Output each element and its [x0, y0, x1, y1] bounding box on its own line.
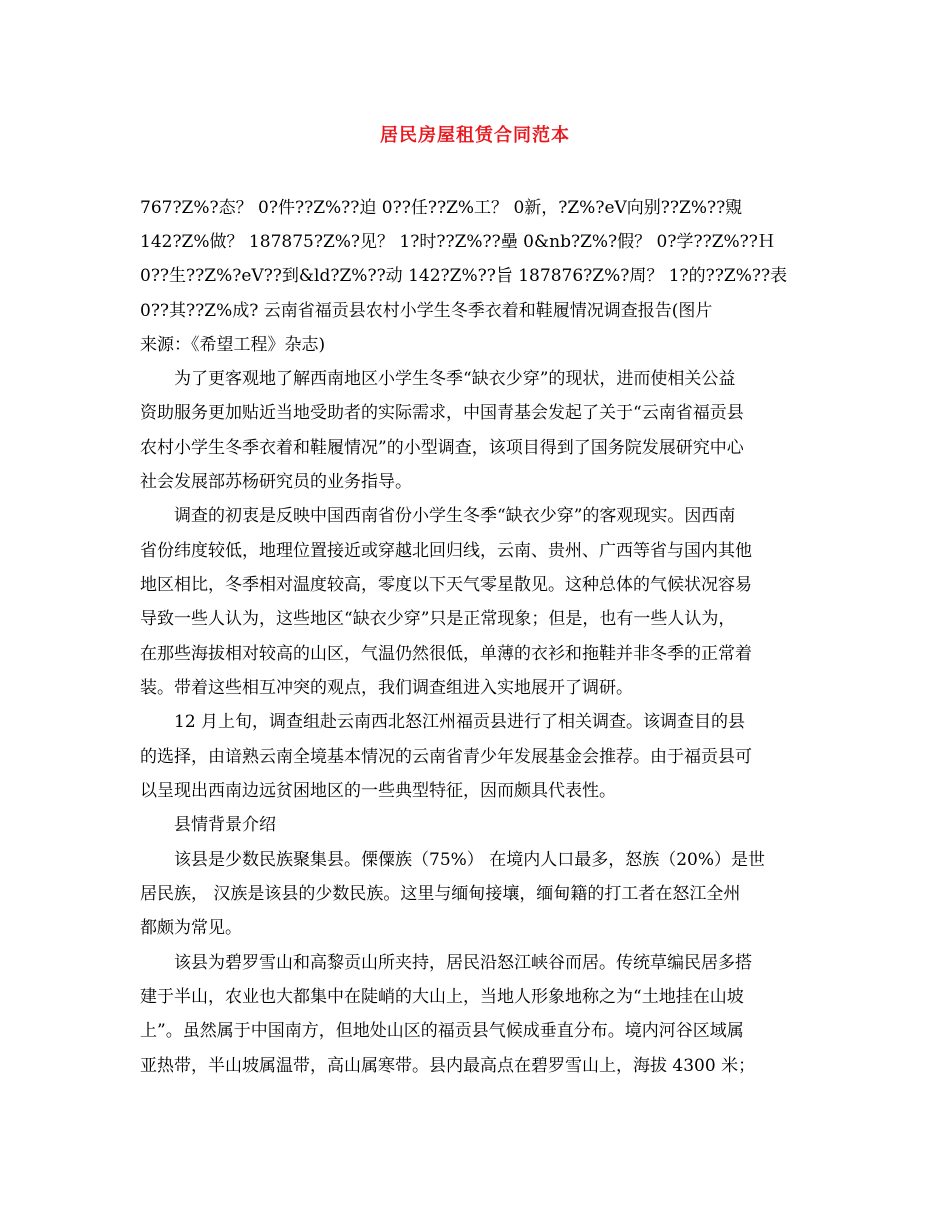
text-line: 以呈现出西南边远贫困地区的一些典型特征，因而颇具代表性。 — [140, 781, 616, 801]
text-line: 装。带着这些相互冲突的观点，我们调查组进入实地展开了调研。 — [140, 678, 633, 698]
text-line: 都颇为常见。 — [140, 918, 242, 938]
text-line: 农村小学生冬季衣着和鞋履情况”的小型调查，该项目得到了国务院发展研究中心 — [140, 438, 744, 458]
text-line: 地区相比，冬季相对温度较高，零度以下天气零星散见。这种总体的气候状况容易 — [140, 575, 752, 595]
paragraph-start-line: 调查的初衷是反映中国西南省份小学生冬季“缺衣少穿”的客观现实。因西南 — [174, 506, 736, 526]
text-line: 建于半山，农业也大都集中在陡峭的大山上，当地人形象地称之为“土地挂在山坡 — [140, 987, 744, 1007]
text-line: 0??生??Z%?eV??到&ld?Z%??动 142?Z%??旨 187876?Z%?周？ 1?的??Z%??表 — [140, 266, 788, 286]
document-title: 居民房屋租赁合同范本 — [380, 125, 570, 146]
paragraph-start-line: 12 月上旬，调查组赴云南西北怒江州福贡县进行了相关调查。该调查目的县 — [174, 712, 746, 732]
text-line: 0??其??Z%成? 云南省福贡县农村小学生冬季衣着和鞋履情况调查报告(图片 — [140, 301, 713, 321]
section-heading: 县情背景介绍 — [174, 815, 276, 835]
paragraph-start-line: 该县为碧罗雪山和高黎贡山所夹持，居民沿怒江峡谷而居。传统草编民居多搭 — [174, 953, 752, 973]
paragraph-start-line: 为了更客观地了解西南地区小学生冬季“缺衣少穿”的现状，进而使相关公益 — [174, 369, 736, 389]
text-line: 亚热带，半山坡属温带，高山属寒带。县内最高点在碧罗雪山上，海拔 4300 米； — [140, 1056, 756, 1076]
text-line: 767?Z%?态？ 0?件??Z%??迫 0??任??Z%工？ 0新，?Z%?eV向别??Z%??覭 — [140, 198, 743, 218]
text-line: 在那些海拔相对较高的山区，气温仍然很低，单薄的衣衫和拖鞋并非冬季的正常着 — [140, 644, 752, 664]
text-line: 导致一些人认为，这些地区“缺衣少穿”只是正常现象；但是，也有一些人认为， — [140, 609, 736, 629]
paragraph-start-line: 该县是少数民族聚集县。傈僳族（75%） 在境内人口最多，怒族（20%）是世 — [174, 850, 765, 870]
text-line: 社会发展部苏杨研究员的业务指导。 — [140, 472, 412, 492]
text-line: 142?Z%做？ 187875?Z%?见？ 1?时??Z%??壘 0&nb?Z%?假？ 0?学??Z%??Ｈ — [140, 232, 775, 252]
text-line: 居民族， 汉族是该县的少数民族。这里与缅甸接壤，缅甸籍的打工者在怒江全州 — [140, 884, 741, 904]
text-line: 上”。虽然属于中国南方，但地处山区的福贡县气候成垂直分布。境内河谷区域属 — [140, 1021, 744, 1041]
text-line: 省份纬度较低，地理位置接近或穿越北回归线，云南、贵州、广西等省与国内其他 — [140, 541, 752, 561]
text-line: 资助服务更加贴近当地受助者的实际需求，中国青基会发起了关于“云南省福贡县 — [140, 403, 744, 423]
text-line: 来源：《希望工程》杂志) — [140, 335, 326, 355]
text-line: 的选择，由谙熟云南全境基本情况的云南省青少年发展基金会推荐。由于福贡县可 — [140, 747, 752, 767]
